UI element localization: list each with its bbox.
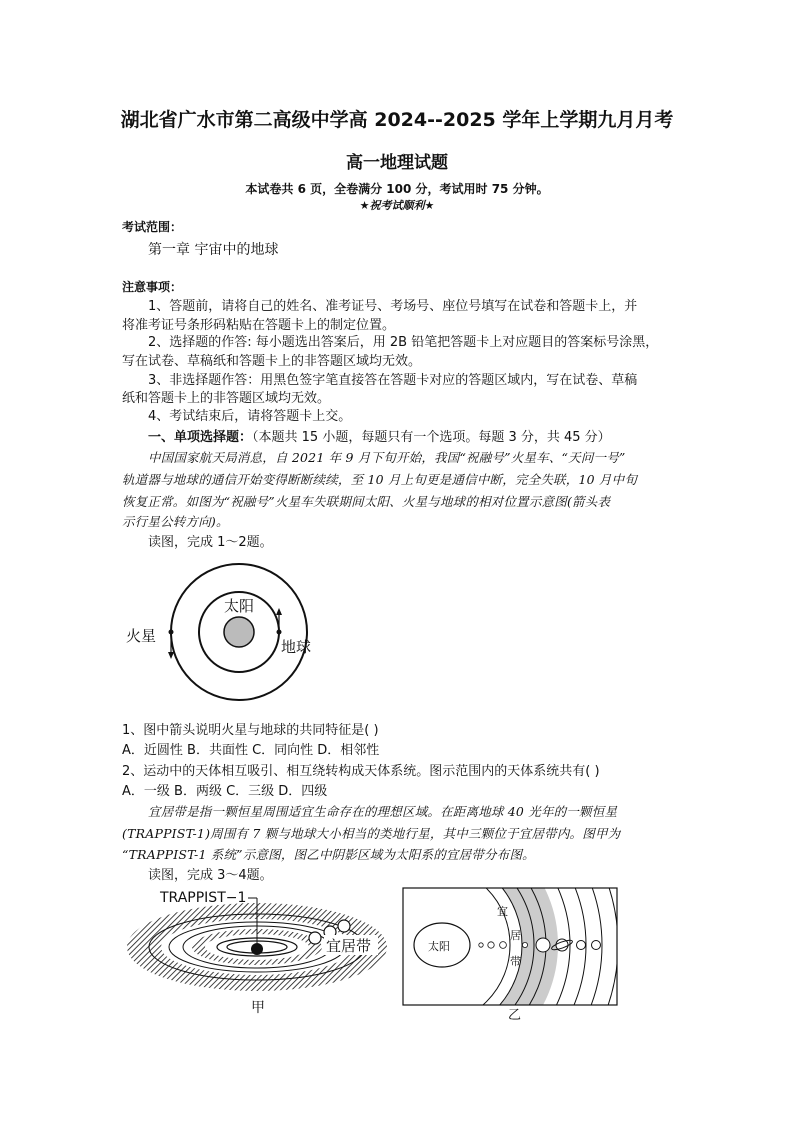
earth-dot (277, 630, 282, 635)
exam-motto: ★祝考试顺利★ (359, 199, 435, 212)
read-instruction: 读图，完成 1～2题。 (148, 535, 273, 550)
note-line: 1、答题前，请将自己的姓名、准考证号、考场号、座位号填写在试卷和答题卡上，并 (148, 299, 638, 314)
question-2-stem: 2、运动中的天体相互吸引、相互绕转构成天体系统。图示范围内的天体系统共有( ) (122, 764, 600, 779)
passage-line: 轨道器与地球的通信开始变得断断续续，至 10 月上旬更是通信中断，完全失联，10 月中旬 (122, 472, 638, 487)
note-line: 将准考证号条形码粘贴在答题卡上的制定位置。 (122, 318, 396, 333)
trappist-star-icon (251, 943, 263, 955)
section-heading-desc: （本题共 15 小题，每题只有一个选项。每题 3 分，共 45 分） (252, 430, 611, 445)
trappist-figure (120, 884, 390, 1019)
zone-label-char: 宜 (497, 905, 508, 918)
figure-caption: 甲 (251, 1000, 265, 1016)
note-line: 3、非选择题作答：用黑色签字笔直接答在答题卡对应的答题区域内，写在试卷、草稿 (148, 373, 638, 388)
mars-dot (169, 630, 174, 635)
earth-label: 地球 (281, 638, 312, 656)
passage-line: 宜居带是指一颗恒星周围适宜生命存在的理想区域。在距离地球 40 光年的一颗恒星 (148, 804, 618, 819)
zone-label-char: 带 (510, 955, 521, 968)
passage-line: 恢复正常。如图为“祝融号”火星车失联期间太阳、火星与地球的相对位置示意图(箭头表 (122, 494, 611, 509)
planet-icon (309, 932, 321, 944)
notes-label: 注意事项： (122, 280, 183, 294)
planet-icon (488, 942, 494, 948)
zone-label-char: 居 (510, 929, 521, 942)
planet-icon (500, 942, 507, 949)
planet-icon (338, 920, 350, 932)
page-subtitle: 高一地理试题 (346, 153, 448, 173)
section-heading-label: 一、单项选择题： (148, 430, 253, 445)
note-line: 纸和答题卡上的非答题区域均无效。 (122, 391, 331, 406)
mars-label: 火星 (126, 627, 157, 645)
note-line: 4、考试结束后，请将答题卡上交。 (148, 409, 352, 424)
exam-info: 本试卷共 6 页，全卷满分 100 分，考试用时 75 分钟。 (245, 182, 549, 196)
page-title: 湖北省广水市第二高级中学高 2024--2025 学年上学期九月月考 (120, 109, 674, 131)
note-line: 2、选择题的作答: 每小题选出答案后，用 2B 铅笔把答题卡上对应题目的答案标号涂黑， (148, 335, 659, 350)
sun-label: 太阳 (428, 940, 450, 953)
read-instruction: 读图，完成 3～4题。 (148, 868, 273, 883)
jupiter-icon (536, 938, 550, 952)
figure-caption: 乙 (508, 1008, 522, 1023)
passage-line: “TRAPPIST-1 系统”示意图，图乙中阴影区域为太阳系的宜居带分布图。 (122, 847, 535, 862)
orbit-figure (120, 560, 340, 705)
question-2-options: A．一级 B．两级 C．三级 D．四级 (122, 784, 328, 799)
passage-line: 中国国家航天局消息，自 2021 年 9 月下旬开始，我国“祝融号”火星车、“天问一号” (148, 450, 626, 465)
star-label: TRAPPIST−1 (160, 890, 247, 906)
planet-icon (592, 941, 601, 950)
planet-icon (479, 943, 483, 947)
section-heading (148, 426, 611, 445)
note-line: 写在试卷、草稿纸和答题卡上的非答题区域均无效。 (122, 354, 422, 369)
planet-icon (577, 941, 586, 950)
scope-label: 考试范围： (122, 220, 183, 234)
sun-icon (224, 617, 254, 647)
question-1-stem: 1、图中箭头说明火星与地球的共同特征是( ) (122, 723, 379, 738)
question-1-options: A．近圆性 B．共面性 C．同向性 D．相邻性 (122, 743, 380, 758)
solar-system-figure (400, 885, 620, 1025)
zone-label: 宜居带 (326, 937, 372, 955)
planet-icon (522, 942, 527, 947)
passage-line: 示行星公转方向)。 (122, 514, 229, 529)
sun-label: 太阳 (224, 597, 255, 615)
passage-line: (TRAPPIST-1)周围有 7 颗与地球大小相当的类地行星，其中三颗位于宜居带内。图甲为 (122, 826, 621, 841)
scope-content: 第一章 宇宙中的地球 (148, 242, 279, 258)
